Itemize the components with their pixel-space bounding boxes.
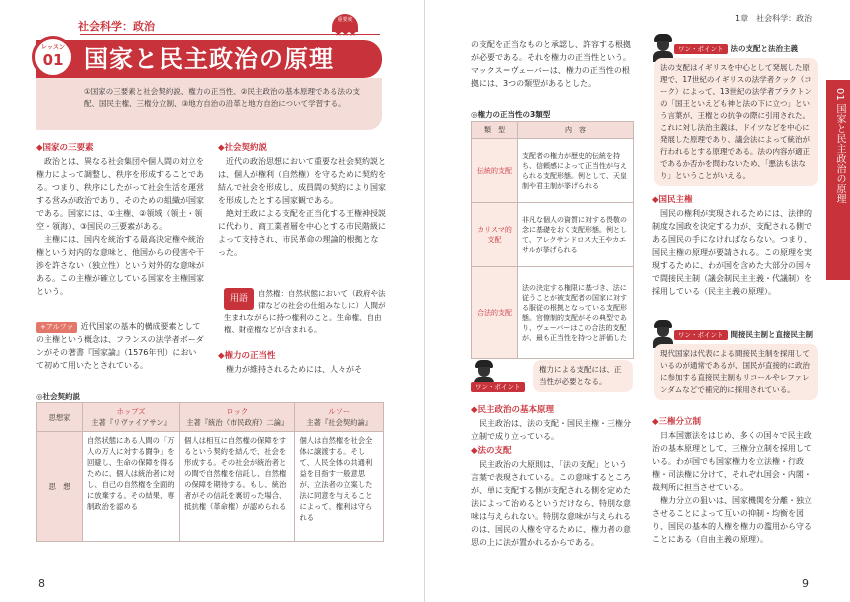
table-cell: 伝統的支配 xyxy=(472,139,518,203)
one-point-title: 法の支配と法治主義 xyxy=(730,44,798,53)
page-number: 9 xyxy=(802,577,809,590)
paragraph: 民主政治の大原則は、「法の支配」という言葉で表現されている。この意味するところが、単に支配する側が支配される側を定めた法によって治めるというだけなら、特別な意味は与えられない。特別な意味が与えられるのは、国民の人権を守るために、権力者の意思の上に法が置かれるからである。 xyxy=(471,460,631,547)
table-cell: 個人は相互に自然権の保障をするという契約を結んで、社会を形成する。その社会が統治者との間で自然権を信託し、自然権の保障を期待する。もし、統治者がその信託を裏切った場合、抵抗権（革命権）が認められる xyxy=(180,432,295,542)
table-caption: ◎権力の正当性の3類型 xyxy=(471,110,551,119)
paragraph: 政治とは、異なる社会集団や個人間の対立を権力によって調整し、秩序を形成することである。つまり、秩序にしたがって社会生活を運営する営みが政治であり、そのための組織が国家である。国家には、①主権、②領域（領土・領空・領海）、③国民の三要素がある。 xyxy=(36,157,204,231)
section-heading: ◆法の支配 xyxy=(471,446,512,456)
table-cell: 法の決定する権限に基づき、法に従うことが被支配者の国家に対する服従の根拠となっている支配形態。官僚制的支配がその典型であり、ヴェーバーはこの合法的支配が、最も正当性を持つと評価した xyxy=(518,267,634,359)
column-1 xyxy=(36,140,204,298)
paragraph: 民主政治は、法の支配・国民主権・三権分立制で成り立っている。 xyxy=(471,419,631,441)
table-header: 内 容 xyxy=(518,122,634,139)
right-column-2-bottom xyxy=(652,414,818,546)
table-header: ルソー 主著『社会契約論』 xyxy=(295,403,384,432)
right-column-1 xyxy=(471,38,634,90)
section-heading: ◆権力の正当性 xyxy=(218,351,276,361)
table-caption: ◎社会契約説 xyxy=(36,392,81,401)
lesson-number: 01 xyxy=(42,51,64,69)
table-header: ロック 主著『統治（市民政府）二論』 xyxy=(180,403,295,432)
table-cell: 個人は自然権を社会全体に譲渡する。そして、人民全体の共通利益を目指す一般意思が、立法者の立案した法に同意を与えることによって、権利は守られる xyxy=(295,432,384,542)
paragraph: 主権には、国内を統治する最高決定権や統治権という対内的な意味と、他国からの侵害や干渉を許さない（独立性）という対外的な意味がある。この主権が確立している国家を主権国家という。 xyxy=(36,235,204,296)
paragraph: 絶対王政による支配を正当化する王権神授説に代わり、商工業者層を中心とする市民階級によって支持され、市民革命の理論的根拠となった。 xyxy=(218,209,386,257)
paragraph: の支配を正当なものと承認し、許容する根拠が必要である。それを権力の正当性という。マックス＝ヴェーバーは、権力の正当性の根拠には、3つの類型があるとした。 xyxy=(471,40,631,88)
legitimacy-table xyxy=(471,121,634,359)
section-heading: ◆社会契約説 xyxy=(218,143,268,153)
one-point-label: ワン・ポイント xyxy=(471,382,525,392)
one-point-box xyxy=(650,320,818,408)
paragraph: 日本国憲法をはじめ、多くの国々で民主政治の基本原理として、三権分立制を採用している。わが国でも国家権力を立法権・行政権・司法権に分けて、それぞれ国会・内閣・裁判所に担当させている。 xyxy=(652,431,812,492)
star-icon: ★★★ xyxy=(334,29,356,39)
table-header: 類 型 xyxy=(472,122,518,139)
table-cell: 非凡な個人の資質に対する畏敬の念に基礎をおく支配形態。例として、アレクサンドロス大王やカエサルが挙げられる xyxy=(518,203,634,267)
table-cell: カリスマ的支配 xyxy=(472,203,518,267)
lesson-badge xyxy=(32,36,74,78)
page-gutter xyxy=(424,0,425,602)
page-number: 8 xyxy=(38,577,45,590)
table-header-corner: 思想家 xyxy=(37,403,83,432)
table-header: ホッブズ 主著『リヴァイアサン』 xyxy=(83,403,180,432)
term-tag: 用語 xyxy=(224,288,254,310)
term-text: 自然権：自然状態において（政府や法律などの社会の仕組みなしに）人間が生まれながらに持つ権利のこと。生命権、自由権、財産権などが含まれる。 xyxy=(224,289,386,334)
one-point-text: 権力による支配には、正当性が必要となる。 xyxy=(533,360,633,392)
intro-box: ①国家の三要素と社会契約説、権力の正当性、②民主政治の基本原理である法の支配、国民主権、三権分立制、③地方自治の沿革と地方自治について学習する。 xyxy=(36,78,382,130)
table-cell: 合法的支配 xyxy=(472,267,518,359)
paragraph: 近代の政治思想において重要な社会契約説とは、個人が権利（自然権）を守るために契約を結んで社会を形成し、成員間の契約により国家を形成したとする国家観である。 xyxy=(218,157,386,205)
chapter-header: 1章 社会科学：政治 xyxy=(735,14,813,23)
one-point-box xyxy=(650,34,818,184)
column-2 xyxy=(218,140,386,259)
right-column-1-bottom xyxy=(471,402,634,549)
right-column-2 xyxy=(652,192,818,298)
importance-label: 重要度 xyxy=(332,14,358,32)
one-point-label: ワン・ポイント xyxy=(674,330,728,340)
one-point-title: 間接民主制と直接民主制 xyxy=(730,330,813,339)
table-cell: 自然状態にある人間の「万人の万人に対する闘争」を回避し、生命の保障を得るために、個人は統治者に対し、自己の自然権を全面的に放棄する。その結果、専制政治を認める xyxy=(83,432,180,542)
term-box xyxy=(220,286,390,338)
page-title: 国家と民主政治の原理 xyxy=(84,45,334,73)
one-point-text: 現代国家は代表による間接民主制を採用しているのが通常であるが、国民が直接的に政治に参加する直接民主制もリコールやレファレンダムなどで補完的に採用されている。 xyxy=(654,344,818,400)
one-point-box xyxy=(471,358,634,394)
subject-label: 社会科学：政治 xyxy=(78,20,155,33)
title-banner xyxy=(36,40,382,78)
alpha-text: 近代国家の基本的構成要素としての主権という概念は、フランスの法学者ボーダンがその著書『国家論』（1576年刊）において初めて用いたとされている。 xyxy=(36,322,204,370)
lesson-label: レッスン xyxy=(41,44,65,51)
social-contract-table xyxy=(36,402,384,542)
section-heading: ◆国家の三要素 xyxy=(36,143,94,153)
paragraph: 権力分立の狙いは、国家機関を分離・独立させることによって互いの抑制・均衡を図り、国民の基本的人権を権力の濫用から守ることにある（自由主義の原理）。 xyxy=(652,496,812,544)
table-cell: 支配者の権力が歴史的伝統を持ち、信頼感によって正当性が与えられる支配形態。例として、天皇制や君主制が挙げられる xyxy=(518,139,634,203)
one-point-text: 法の支配はイギリスを中心として発展した原理で、17世紀のイギリスの法学者クック（コーク）によって、13世紀の法学者ブラクトンの「国王といえども神と法の下に立つ」という言葉が、王権との抗争の際に引用された。これに対し法治主義は、ドイツなどを中心に発展した原理であり、議会法によって統治が行われるとする原理である。法の内容が適正であるか否かを問わないため、「悪法も法なり」ということがいえる。 xyxy=(654,58,818,186)
column-2-bottom xyxy=(218,348,386,376)
section-heading: ◆民主政治の基本原理 xyxy=(471,405,555,415)
one-point-label: ワン・ポイント xyxy=(674,44,728,54)
alpha-note xyxy=(36,320,204,378)
alpha-tag: +アルファ xyxy=(36,322,77,333)
table-row-header: 思 想 xyxy=(37,432,83,542)
paragraph: 国民の権利が実現されるためには、法律的制度な国政を決定する力が、支配される側である国民の手になければならない。つまり、国民主権の原理が要請される。この原理を実現するために、わが国を含めた大部分の国々で間接民主制（議会制民主主義・代議制）を採用している（民主主義の原理）。 xyxy=(652,209,812,296)
section-heading: ◆三権分立制 xyxy=(652,417,702,427)
paragraph: 権力が維持されるためには、人々がそ xyxy=(226,365,362,374)
section-heading: ◆国民主権 xyxy=(652,195,693,205)
side-tab: 01 国家と民主政治の原理 xyxy=(826,80,850,280)
